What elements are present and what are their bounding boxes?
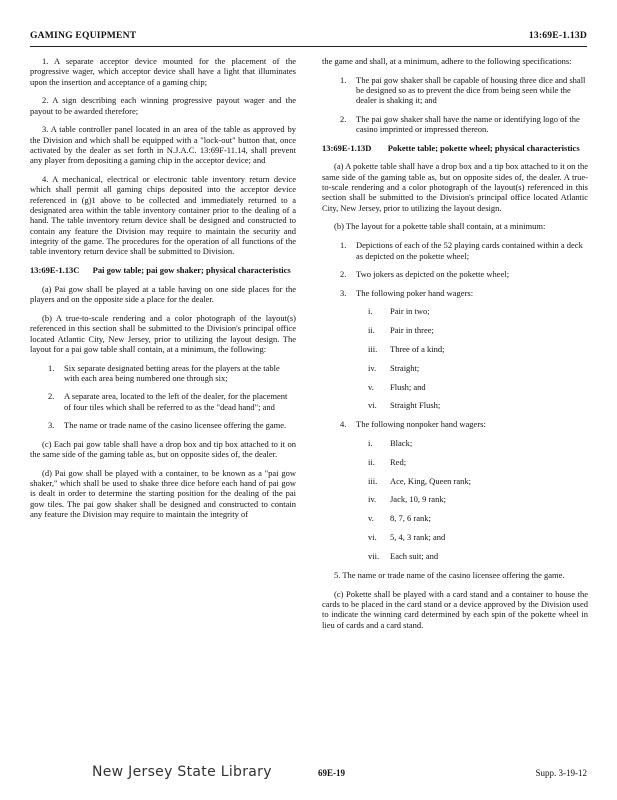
sub-number: iv. — [368, 494, 377, 505]
sub-number: ii. — [368, 324, 375, 335]
item-text: Depictions of each of the 52 playing cards contained within a deck as depicted on the pokette wheel; — [356, 240, 583, 261]
paragraph-b: (b) A true-to-scale rendering and a color photograph of the layout(s) referenced in this section shall be submitted to the Division's principal office located Atlantic City, New Jersey, prior to utilizing the layout design. The layout for a pai gow table shall contain, at a minimum, the following: — [30, 312, 296, 354]
sub-text: Jack, 10, 9 rank; — [390, 494, 446, 505]
running-header — [30, 30, 587, 44]
list-item — [48, 420, 296, 430]
sub-number: v. — [368, 513, 374, 524]
list-item — [48, 391, 296, 412]
sub-item — [368, 532, 588, 542]
item-text: A separate area, located to the left of the dealer, for the placement of four tiles which shall be referred to as the "dead hand"; and — [64, 391, 288, 412]
item-number: 2. — [340, 269, 347, 280]
paragraph-d: (d) Pai gow shall be played with a container, to be known as a "pai gow shaker," which shall be used to shake three dice before each hand of pai gow is dealt in order to determine the starting position for the dealing of the pai gow tiles. The pai gow shaker shall be designed and constructed to contain any feature the Division may require to maintain the integrity of — [30, 467, 296, 519]
sub-number: iii. — [368, 343, 378, 354]
paragraph-c: (c) Each pai gow table shall have a drop box and tip box attached to it on the same side of the gaming table as, but on opposite sides of, the dealer. — [30, 438, 296, 459]
sub-number: iii. — [368, 475, 378, 486]
item-text: Six separate designated betting areas for the players at the table with each area being numbered one through six; — [64, 362, 280, 383]
sub-item — [368, 551, 588, 561]
sub-text: Pair in three; — [390, 324, 434, 335]
left-column — [30, 56, 296, 528]
item-5: 5. The name or trade name of the casino licensee offering the game. — [334, 570, 565, 581]
item-number: 4. — [340, 419, 347, 430]
sub-text: Red; — [390, 456, 407, 467]
list-item — [340, 75, 588, 106]
page-footer — [30, 764, 587, 784]
sub-item — [368, 382, 588, 392]
sub-text: 5, 4, 3 rank; and — [390, 532, 446, 543]
item-text: The pai gow shaker shall have the name or identifying logo of the casino imprinted or impressed thereon. — [356, 113, 580, 135]
continuation-text: the game and shall, at a minimum, adhere to the following specifications: — [322, 56, 572, 66]
section-title: Pai gow table; pai gow shaker; physical characteristics — [92, 265, 291, 276]
item-number: 2. — [48, 391, 55, 402]
sub-item — [368, 457, 588, 467]
right-column — [322, 56, 588, 639]
sub-number: vii. — [368, 551, 380, 562]
sub-number: vi. — [368, 400, 377, 411]
section-number: 13:69E-1.13D — [322, 142, 372, 153]
item-number: 3. — [48, 420, 55, 431]
paragraph-a: (a) A pokette table shall have a drop box and a tip box attached to it on the same side of the gaming table as, but on opposite sides of, the dealer. A true-to-scale rendering and a color photograph of the layout(s) referenced in this section shall be submitted to the Division's principal office located Atlantic City, New Jersey, prior to utilizing the layout design. — [322, 161, 588, 213]
sub-text: Pair in two; — [390, 305, 430, 316]
page-number: 69E-19 — [318, 768, 345, 778]
supplement-date: Supp. 3-19-12 — [535, 768, 587, 778]
list-item — [340, 114, 588, 135]
list-item — [340, 288, 588, 298]
sub-item — [368, 438, 588, 448]
sub-text: Three of a kind; — [390, 343, 445, 354]
sub-text: Black; — [390, 437, 413, 448]
item-number: 3. — [340, 287, 347, 298]
sub-item — [368, 400, 588, 410]
intro-item: 2. A sign describing each winning progressive payout wager and the payout to be awarded therefore; — [30, 95, 296, 116]
intro-item: 4. A mechanical, electrical or electronic table inventory return device which shall permit all gaming chips deposited into the acceptor device referenced in (g)1 above to be collected and immediately returned to a designated area within the table inventory container prior to the dealing of a hand. The table inventory return device shall be designed and constructed to contain any feature the Division may require to maintain the security and integrity of the game. The procedures for the operation of all functions of the table inventory return device shall be submitted to Division. — [30, 174, 296, 257]
sub-number: ii. — [368, 456, 375, 467]
paragraph-a: (a) Pai gow shall be played at a table having on one side places for the players and on the opposite side a place for the dealer. — [30, 283, 296, 305]
item-text: The pai gow shaker shall be capable of housing three dice and shall be designed so as to prevent the dice from being seen while the dealer is shaking it; and — [356, 74, 586, 106]
list-item — [340, 269, 588, 279]
sub-item — [368, 476, 588, 486]
sub-number: v. — [368, 381, 374, 392]
sub-item — [368, 513, 588, 523]
sub-item — [368, 363, 588, 373]
list-item — [340, 240, 588, 261]
header-rule — [30, 46, 587, 47]
paragraph-c: (c) Pokette shall be played with a card stand and a container to house the cards to be placed in the card stand or a device approved by the Division used to indicate the winning card determined by each spin of the pokette wheel in lieu of cards and a card stand. — [322, 588, 588, 630]
item-text: The following nonpoker hand wagers: — [356, 419, 486, 430]
item-number: 1. — [340, 74, 347, 85]
list-item — [48, 363, 296, 384]
intro-item: 1. A separate acceptor device mounted for the placement of the progressive wager, which acceptor device shall have a light that illuminates upon the insertion and acceptance of a gaming chip; — [30, 56, 296, 87]
sub-number: iv. — [368, 362, 377, 373]
sub-item — [368, 325, 588, 335]
sub-item — [368, 494, 588, 504]
sub-text: 8, 7, 6 rank; — [390, 513, 431, 524]
sub-number: vi. — [368, 532, 377, 543]
sub-text: Straight Flush; — [390, 400, 441, 411]
section-number: 13:69E-1.13C — [30, 265, 80, 276]
section-heading-pai-gow — [30, 265, 296, 275]
header-chapter-title: GAMING EQUIPMENT — [30, 30, 137, 41]
sub-text: Each suit; and — [390, 551, 439, 562]
sub-text: Ace, King, Queen rank; — [390, 475, 471, 486]
sub-item — [368, 306, 588, 316]
item-number: 1. — [48, 362, 55, 373]
sub-item — [368, 344, 588, 354]
item-number: 2. — [340, 113, 347, 124]
sub-number: i. — [368, 437, 373, 448]
item-number: 1. — [340, 240, 347, 251]
header-section-number: 13:69E-1.13D — [528, 30, 587, 41]
item-text: The following poker hand wagers: — [356, 287, 474, 298]
intro-item: 3. A table controller panel located in an area of the table as approved by the Division and which shall be equipped with a "lock-out" button that, once activated by the dealer as set forth in N.J.A.C. 13:69F-11.14, shall prevent any player from depositing a gaming chip in the acceptor device; and — [30, 124, 296, 166]
sub-text: Flush; and — [390, 381, 426, 392]
section-title: Pokette table; pokette wheel; physical characteristics — [387, 142, 580, 153]
sub-text: Straight; — [390, 362, 420, 373]
library-watermark: New Jersey State Library — [92, 764, 272, 780]
sub-number: i. — [368, 305, 373, 316]
section-heading-pokette — [322, 143, 588, 153]
item-text: Two jokers as depicted on the pokette wheel; — [356, 269, 510, 280]
list-item — [340, 419, 588, 429]
paragraph-b: (b) The layout for a pokette table shall contain, at a minimum: — [334, 221, 546, 232]
item-text: The name or trade name of the casino licensee offering the game. — [64, 420, 287, 431]
